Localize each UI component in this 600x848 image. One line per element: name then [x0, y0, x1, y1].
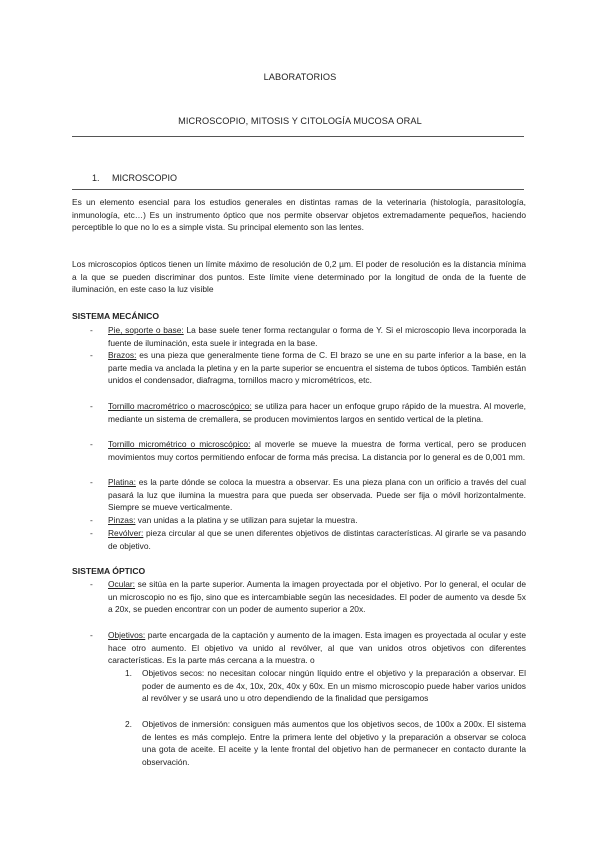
list-item	[90, 514, 526, 527]
list-item	[90, 438, 526, 463]
bullet-dash: -	[90, 477, 93, 487]
section-number: 1.	[92, 173, 100, 183]
bullet-dash: -	[90, 579, 93, 589]
item-text: van unidas a la platina y se utilizan para sujetar la muestra.	[135, 515, 358, 525]
item-text: se utiliza para hacer un enfoque grupo rápido de la muestra. Al moverle, mediante un sistema de cremallera, se producen movimientos largos en sentido vertical de la pletina.	[108, 401, 526, 424]
document-subtitle: MICROSCOPIO, MITOSIS Y CITOLOGÍA MUCOSA ORAL	[178, 116, 422, 126]
numbered-subitem	[125, 718, 526, 768]
bullet-dash: -	[90, 439, 93, 449]
list-item	[90, 400, 526, 425]
intro-paragraph: Es un elemento esencial para los estudios generales en distintas ramas de la veterinaria (histología, parasitología, inmunología, etc…) Es un instrumento óptico que nos permite observar objetos extremadamente pequeños, haciendo perceptible lo que no lo es a simple vista. Su principal elemento son las lentes.	[72, 197, 526, 233]
item-term: Pinzas:	[108, 515, 136, 525]
list-item	[90, 324, 526, 349]
subitem-number: 1.	[125, 668, 132, 678]
list-item	[90, 349, 526, 387]
document-title: LABORATORIOS	[263, 72, 337, 82]
item-term: Brazos:	[108, 350, 137, 360]
item-text: al moverle se mueve la muestra de forma vertical, pero se producen movimientos muy cortos permitiendo enfocar de forma más precisa. La distancia por lo general es de 0,001 mm.	[108, 439, 526, 462]
item-text: se sitúa en la parte superior. Aumenta la imagen proyectada por el objetivo. Por lo general, el ocular de un microscopio no es fijo, sino que es intercambiable según las necesidades. El poder de aumento va desde 5x a 20x, se pueden encontrar con un poder de aumento superior a 20x.	[108, 579, 526, 615]
numbered-subitem	[125, 667, 526, 705]
bullet-dash: -	[90, 630, 93, 640]
list-item	[90, 629, 526, 667]
section-title: MICROSCOPIO	[112, 173, 178, 183]
bullet-dash: -	[90, 350, 93, 360]
item-term: Tornillo macrométrico o macroscópico:	[108, 401, 252, 411]
bullet-dash: -	[90, 401, 93, 411]
resolution-paragraph: Los microscopios ópticos tienen un límite máximo de resolución de 0,2 µm. El poder de resolución es la distancia mínima a la que se pueden discriminar dos puntos. Este límite viene determinado por la longitud de onda de la fuente de iluminación, en este caso la luz visible	[72, 259, 526, 295]
item-text: La base suele tener forma rectangular o forma de Y. Si el microscopio lleva incorporada la fuente de iluminación, esta suele ir integrada en la base.	[108, 325, 526, 348]
section-divider	[72, 189, 524, 190]
list-item	[90, 527, 526, 552]
item-text: es la parte dónde se coloca la muestra a observar. Es una pieza plana con un orificio a través del cual pasará la luz que ilumina la muestra para que pueda ser observada. Puede ser fija o móvil horizontalmente. Siempre se mueve verticalmente.	[108, 477, 526, 513]
title-divider	[72, 136, 524, 137]
bullet-dash: -	[90, 515, 93, 525]
item-term: Objetivos:	[108, 630, 146, 640]
item-text: parte encargada de la captación y aumento de la imagen. Esta imagen es proyectada al ocular y este hace otro aumento. El objetivo va unido al revólver, al que van unidos otros objetivos con diferentes características. Es la parte más cercana a la muestra. o	[108, 630, 526, 666]
subitem-number: 2.	[125, 719, 132, 729]
item-term: Ocular:	[108, 579, 135, 589]
subitem-text: Objetivos secos: no necesitan colocar ningún líquido entre el objetivo y la preparación a observar. El poder de aumento es de 4x, 10x, 20x, 40x y 60x. En un mismo microscopio puede haber varios unidos al revólver y se usará uno u otro dependiendo de la finalidad que persigamos	[142, 668, 526, 704]
item-term: Platina:	[108, 477, 136, 487]
section-heading-microscopio	[92, 173, 177, 183]
list-item	[90, 578, 526, 616]
item-term: Revólver:	[108, 528, 144, 538]
subitem-text: Objetivos de inmersión: consiguen más aumentos que los objetivos secos, de 100x a 200x. El sistema de lentes es más complejo. Entre la primera lente del objetivo y la preparación a observar se coloca una gota de aceite. El aceite y la lente frontal del objetivo han de permanecer en contacto durante la observación.	[142, 719, 526, 767]
bullet-dash: -	[90, 528, 93, 538]
bullet-dash: -	[90, 325, 93, 335]
heading-sistema-optico: SISTEMA ÓPTICO	[72, 566, 146, 576]
item-text: pieza circular al que se unen diferentes objetivos de distintas características. Al girarle se va pasando de objetivo.	[108, 528, 526, 551]
item-term: Tornillo micrométrico o microscópico:	[108, 439, 251, 449]
item-text: es una pieza que generalmente tiene forma de C. El brazo se une en su parte inferior a la base, en la parte media va anclada la pletina y en la parte superior se encuentra el sistema de tubos ópticos. También están unidos el condensador, diafragma, tornillos macro y micrométricos, etc.	[108, 350, 526, 386]
heading-sistema-mecanico: SISTEMA MECÁNICO	[72, 311, 160, 321]
list-item	[90, 476, 526, 514]
item-term: Pie, soporte o base:	[108, 325, 184, 335]
